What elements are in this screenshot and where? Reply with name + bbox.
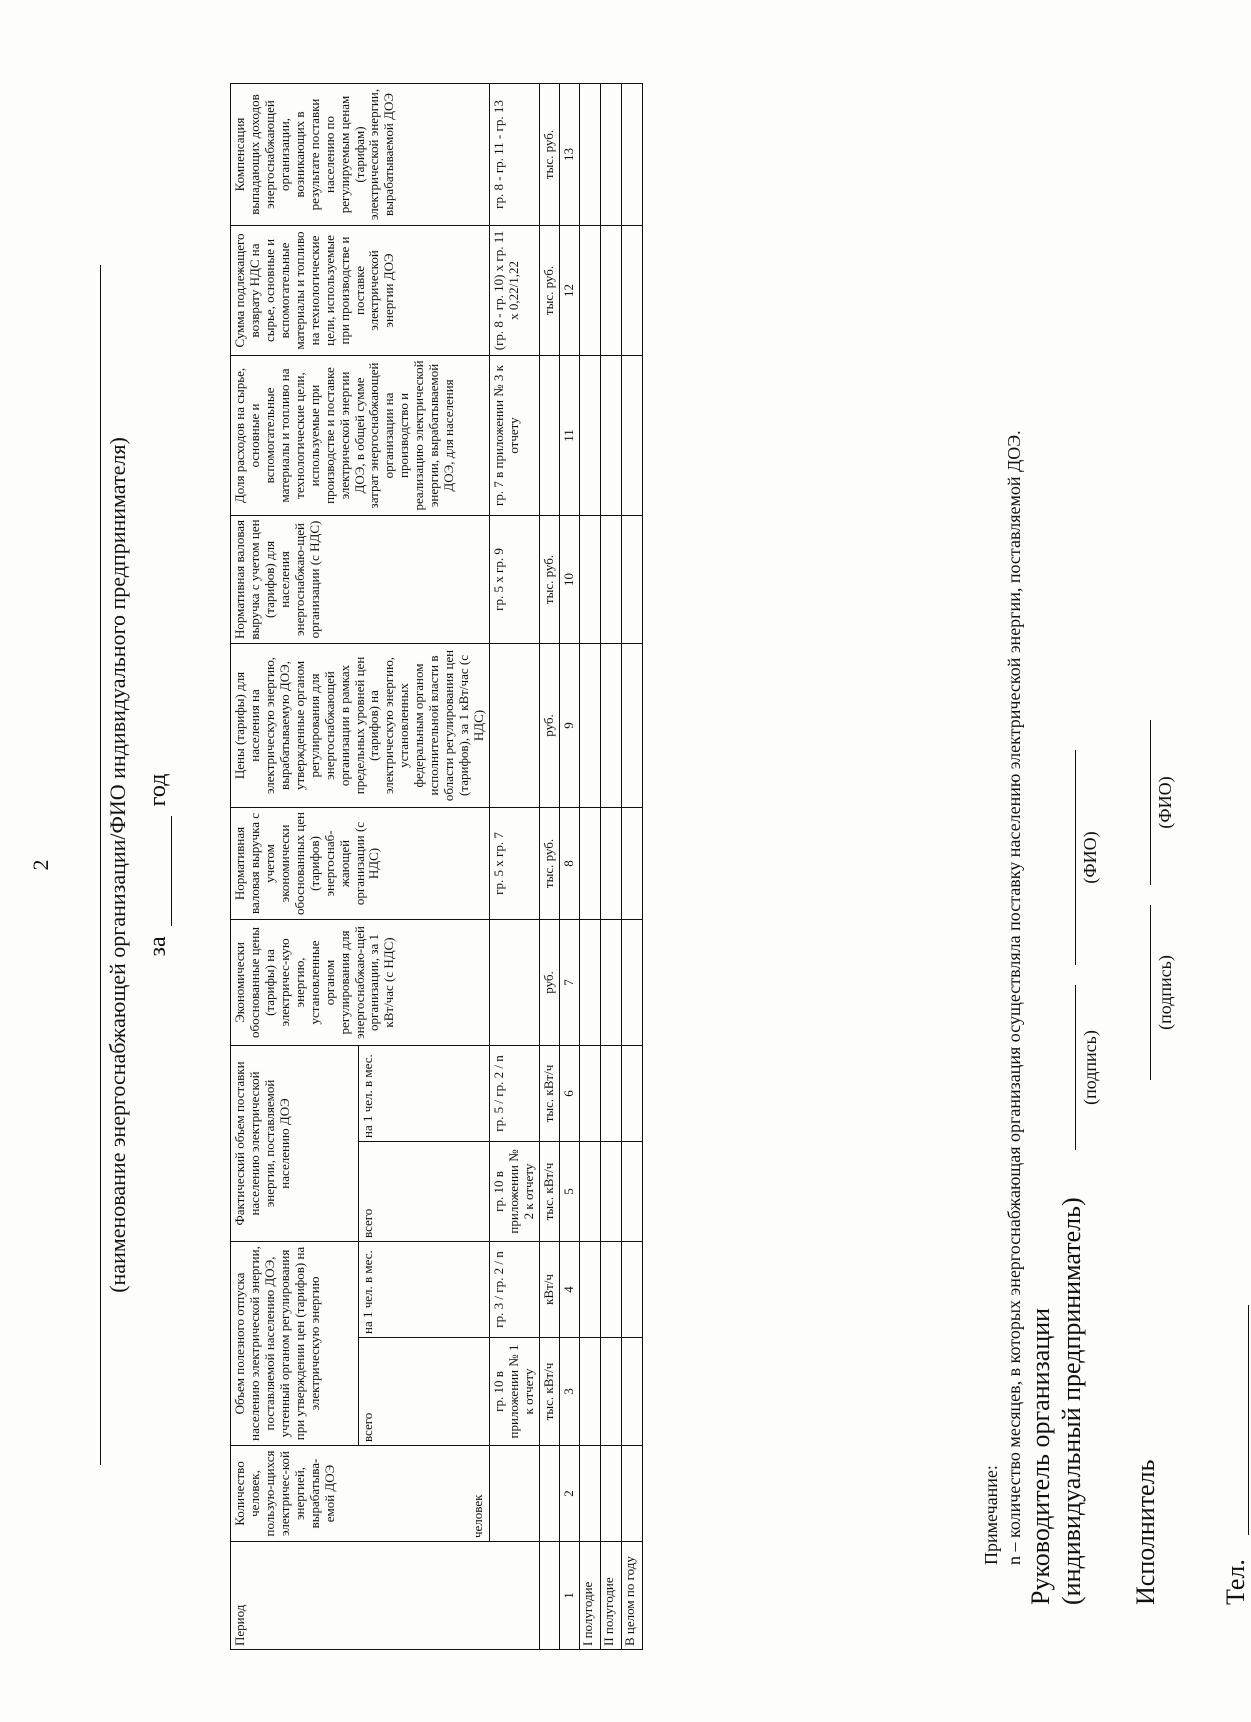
executor-name-line[interactable] [1150,720,1151,885]
column-number: 6 [559,1045,579,1141]
note-title: Примечание: [981,1465,1001,1565]
period-suffix: год [145,773,171,807]
sub-per-person-actual: на 1 чел. в мес. [359,1045,490,1141]
column-number: 12 [559,225,579,355]
table-cell[interactable] [579,807,600,919]
column-number-row [559,83,579,1649]
formula-c2 [489,1446,539,1542]
report-table [230,83,643,1650]
column-number: 13 [559,83,579,225]
formula-c10: гр. 5 х гр. 9 [489,515,539,643]
formula-c6: гр. 5 / гр. 2 / n [489,1045,539,1141]
table-cell[interactable] [579,1141,600,1241]
column-number: 10 [559,515,579,643]
column-number: 11 [559,355,579,515]
table-cell[interactable] [600,1241,621,1337]
formula-c4: гр. 3 / гр. 2 / n [489,1241,539,1337]
unit-c3: тыс. кВт/ч [539,1338,559,1446]
units-row [539,83,559,1649]
table-cell[interactable] [600,1446,621,1542]
table-cell[interactable] [579,225,600,355]
table-cell[interactable] [621,515,642,643]
header-cost-share: Доля расходов на сырье, основные и вспомогательные материалы и топливо на технологические цели, используемые при производстве и поставке электрической энергии ДОЭ, в общей сумме затрат энергоснабжающей организации на производство и реализацию электрической энергии, вырабатываемой ДОЭ, для населения [231,355,490,515]
formula-c7 [489,919,539,1045]
report-title-block [100,65,172,1665]
formula-c9 [489,643,539,807]
formula-c3: гр. 10 в приложении № 1 к отчету [489,1338,539,1446]
year-blank [149,816,172,926]
table-cell[interactable] [621,1241,642,1337]
note-block [980,430,1027,1565]
period-line [145,65,172,1665]
executor-signature-caption: (подпись) [1155,955,1175,1030]
formula-c5: гр. 10 в приложении № 2 к отчету [489,1141,539,1241]
column-number: 4 [559,1241,579,1337]
sub-per-person-planned: на 1 чел. в мес. [359,1241,490,1337]
unit-c4: кВт/ч [539,1241,559,1337]
table-cell[interactable] [600,225,621,355]
column-number: 2 [559,1446,579,1542]
column-number: 3 [559,1338,579,1446]
head-name-line[interactable] [1075,750,1076,965]
sub-total-planned: всего [359,1338,490,1446]
period-prefix: за [145,936,171,957]
unit-c10: тыс. руб. [539,515,559,643]
table-cell[interactable] [621,1338,642,1446]
header-planned-volume: Объем полезного отпуска населению электрической энергии, поставляемой населению ДОЭ, учтенный органом регулирования при утверждении цен (тарифов) на электрическую энергию [231,1241,359,1445]
table-cell[interactable] [621,355,642,515]
head-signature-caption: (подпись) [1080,1030,1100,1105]
head-signature-line[interactable] [1075,985,1076,1150]
table-cell[interactable] [600,355,621,515]
header-period: Период [231,1542,540,1650]
unit-c7: руб. [539,919,559,1045]
table-cell[interactable] [621,643,642,807]
organization-name-line [100,265,101,1465]
column-number: 5 [559,1141,579,1241]
table-cell[interactable] [600,515,621,643]
head-name-caption: (ФИО) [1080,831,1100,884]
organization-name-caption: (наименование энергоснабжающей организации/ФИО индивидуального предпринимателя) [105,437,130,1293]
unit-c8: тыс. руб. [539,807,559,919]
column-number: 7 [559,919,579,1045]
table-cell[interactable] [621,1045,642,1141]
table-row [579,83,600,1649]
phone-line[interactable] [1248,1305,1249,1535]
header-population-tariff: Цены (тарифы) для населения на электрическую энергию, вырабатываемую ДОЭ, утвержденные органом регулирования для энергоснабжающей организации в рамках предельных уровней цен (тарифов) на электрическую энергию, установленных федеральным органом исполнительной власти в области регулирования цен (тарифов), за 1 кВт/час (с НДС) [231,643,490,807]
table-cell[interactable] [579,83,600,225]
column-number: 8 [559,807,579,919]
row-label: В целом по году [621,1542,642,1650]
note-text: n – количество месяцев, в которых энергоснабжающая организация осуществляла поставку населению электрической энергии, поставляемой ДОЭ. [1004,430,1025,1565]
table-cell[interactable] [600,1045,621,1141]
row-label: II полугодие [600,1542,621,1650]
unit-c2 [539,1446,559,1542]
page-number: 2 [28,859,53,871]
table-cell[interactable] [621,1446,642,1542]
header-people-count: Количество человек, пользую-щихся электричес-кой энергией, вырабатыва-емой ДОЭ [231,1446,470,1542]
table-cell[interactable] [579,919,600,1045]
formula-row [489,83,539,1649]
unit-c13: тыс. руб. [539,83,559,225]
table-cell[interactable] [621,83,642,225]
column-number: 1 [559,1542,579,1650]
header-revenue-economic: Нормативная валовая выручка с учетом экономически обоснованных цен (тарифов) энергоснаб-жающей организации (с НДС) [231,807,490,919]
table-cell[interactable] [600,643,621,807]
unit-c1 [539,1542,559,1650]
header-actual-volume: Фактический объем поставки населению электрической энергии, поставляемой населению ДОЭ [231,1045,359,1241]
formula-c11: гр. 7 в приложении № 3 к отчету [489,355,539,515]
formula-c8: гр. 5 х гр. 7 [489,807,539,919]
phone-label: Тел. [1221,1559,1250,1605]
header-vat-refund: Сумма подлежащего возврату НДС на сырье, основные и вспомогательные материалы и топливо на технологические цели, используемые при производстве и поставке электрической энергии ДОЭ [231,225,490,355]
rotated-document-page [20,65,1250,1665]
table-cell[interactable] [579,1241,600,1337]
header-revenue-population: Нормативная валовая выручка с учетом цен (тарифов) для населения энергоснабжаю-щей организации (с НДС) [231,515,490,643]
header-compensation: Компенсация выпадающих доходов энергоснабжающей организации, возникающих в результате поставки населению по регулируемым ценам (тарифам) электрической энергии, вырабатываемой ДОЭ [231,83,490,225]
head-subtitle: (индивидуальный предприниматель) [1057,1197,1087,1605]
head-title: Руководитель организации [1026,1307,1055,1605]
table-cell[interactable] [600,1141,621,1241]
table-cell[interactable] [579,1338,600,1446]
header-economic-tariff: Экономически обоснованные цены (тарифы) на электричес-кую энергию, установленные органом регулирования для энергоснабжаю-щей организации, за 1 кВт/час (с НДС) [231,919,490,1045]
unit-c9: руб. [539,643,559,807]
people-unit: человек [469,1446,489,1542]
table-cell[interactable] [621,1141,642,1241]
table-cell[interactable] [579,355,600,515]
table-cell[interactable] [600,807,621,919]
table-cell[interactable] [621,919,642,1045]
table-cell[interactable] [621,807,642,919]
table-cell[interactable] [600,1338,621,1446]
table-cell[interactable] [600,83,621,225]
row-label: I полугодие [579,1542,600,1650]
unit-c12: тыс. руб. [539,225,559,355]
table-row [621,83,642,1649]
table-cell[interactable] [600,919,621,1045]
formula-c13: гр. 8 - гр. 11 - гр. 13 [489,83,539,225]
table-cell[interactable] [579,1446,600,1542]
table-cell[interactable] [621,225,642,355]
formula-c12: (гр. 8 - гр. 10) х гр. 11 х 0,22/1,22 [489,225,539,355]
phone-block [1220,1559,1251,1605]
executor-title: Исполнитель [1131,1459,1160,1605]
column-number: 9 [559,643,579,807]
unit-c11 [539,355,559,515]
table-cell[interactable] [579,515,600,643]
unit-c6: тыс. кВт/ч [539,1045,559,1141]
table-row [600,83,621,1649]
executor-signature-block [1130,1460,1161,1605]
executor-signature-line[interactable] [1150,905,1151,1080]
table-cell[interactable] [579,1045,600,1141]
sub-total-actual: всего [359,1141,490,1241]
head-signature-block [1025,1197,1087,1605]
header-row [231,83,359,1649]
unit-c5: тыс. кВт/ч [539,1141,559,1241]
executor-name-caption: (ФИО) [1155,776,1175,829]
table-cell[interactable] [579,643,600,807]
